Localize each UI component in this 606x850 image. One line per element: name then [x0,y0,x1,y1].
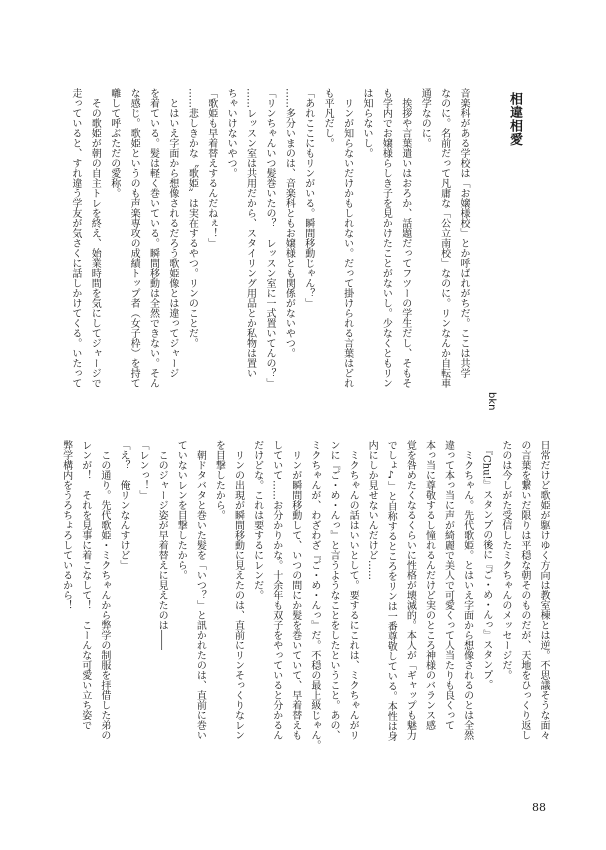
text-line: 内にしか見せないんだけど…… [366,440,378,580]
body-text-upper [65,88,473,393]
text-line: な感じ。歌姫というのも声楽専攻の成績トップ者（女子枠）を持て [128,88,140,388]
text-line: リンが知らないだけかもしれない。だって掛けられる言葉はどれ [341,88,353,388]
text-line: 通学なのに。 [419,88,431,148]
text-line: ミクちゃん。先代歌姫。とはいえ字面から想像されるのとは全然 [461,440,473,740]
text-line: は知らないし。 [360,88,372,158]
text-line: でしょ♪」と自称するところをリンは一番尊敬している。本性は身 [385,440,397,741]
text-line: を目撃したから。 [213,440,225,520]
text-line: ……多分いまのは、音楽科ともお嬢様とも関係がないやつ。 [283,88,295,358]
text-line: ちゃいけないやつ。 [225,88,237,178]
body-text-lower [57,440,553,750]
text-line: 覚を咎めたくなるくらいに性格が壊滅的。本人が「ギャップも魅力 [404,440,416,740]
text-line: たのは今しがた受信したミクちゃんのメッセージだ。 [499,440,511,680]
text-line: ミクちゃんの話はいいとして。要するにこれは、ミクちゃんがリ [347,440,359,740]
text-line: とはいえ字面から想像されるだろう歌姫像とは違ってジャージ [166,88,178,378]
text-line: 「え？ 俺リンなんすけど」 [117,440,129,570]
text-line: 囃して呼ぶただの愛称。 [108,88,120,198]
text-line: も学内でお嬢様らしき子を見かけたことがないし。少なくともリン [380,88,392,388]
text-line: リンの出現が瞬間移動に見えたのは、直前にリンそっくりなレン [232,440,244,740]
text-line: 走っていると、すれ違う学友が気さくに話しかけてくる。いたって [69,88,81,388]
text-line: ンに『ご・め・んっ』と言うようなことをしたということ。あの、 [327,440,339,740]
text-line: レンが！ それを見事に着こなして！ こーんな可愛い立ち姿で [79,440,91,730]
text-line: このジャージ姿が早着替えに見えたのは―― [156,440,168,650]
page-number: 88 [532,801,546,814]
text-line: を着ている。髪は軽く巻いている。瞬間移動は全然できない。そん [147,88,159,388]
text-line: 『Chu!』スタンプの後に『ご・め・んっ』スタンプ。 [480,440,492,690]
text-line: の言葉を繋いだ限りは平穏な朝そのものだが、天地をひっくり返し [518,440,530,740]
text-line: 朝ドタバタと巻いた髪を「いつ？」と訊かれたのは、直前に巻い [194,440,206,740]
text-line: ミクちゃんが、わざわざ『ご・め・んっ』だ。不穏の最上級じゃん。 [308,440,320,750]
text-line: リンが瞬間移動して、いつの間にか髪を巻いていて、早着替えも [289,440,301,740]
text-line: なのに。名前だって凡庸な「公立南校」なのに。リンなんか自転車 [438,88,450,388]
text-line: ……レッスン室は共用だから、スタイリング用品とか私物は置い [244,88,256,378]
text-line: ……悲しきかな〝歌姫〟は実在するやつ。リンのことだ。 [186,88,198,348]
text-line: 「リンちゃんいつ髪巻いたの？ レッスン室に一式置いてんの？」 [263,88,275,388]
text-line: 「あれここにもリンがいる。瞬間移動じゃん？」 [302,88,314,308]
story-title: 相違相愛 [507,92,522,146]
text-line: 「レンっ！」 [137,440,149,500]
text-line: だけどな。これは要するにレンだ。 [251,440,263,600]
text-line: 日常だけど歌姫が駆けゆく方向は教室棟とは逆。不思議そうな面々 [538,440,549,740]
text-line: も平凡だし。 [322,88,334,148]
text-line: 本っ当に尊敬するし憧れるんだけど実のところ神様のバランス感 [423,440,435,730]
text-line: ていないレンを目撃したから。 [175,440,187,580]
text-line: 違って本っ当に声が綺麗で美人で可愛くって人当たりも良くって [442,440,454,730]
text-line: 挨拶や言葉遣いはおろか、話題だってフツーの学生だし、そもそ [399,88,411,388]
author-name: bkn [486,392,497,411]
text-line: 弊学構内をうろちょろしているから！ [60,440,72,610]
text-line: していて……お分かりかな。十余年も双子をやっていると分かるん [270,440,282,740]
text-line: その歌姫が朝の自主トレを終え、始業時間を気にしてジャージで [89,88,101,388]
text-line: この通り。先代歌姫・ミクちゃんから弊学の制服を拝借した弟の [98,440,110,740]
text-line: 「歌姫も早着替えするんだねぇ！」 [205,88,217,248]
text-line: 音楽科がある学校は「お嬢様校」とか呼ばれがちだ。ここは共学 [458,88,469,378]
